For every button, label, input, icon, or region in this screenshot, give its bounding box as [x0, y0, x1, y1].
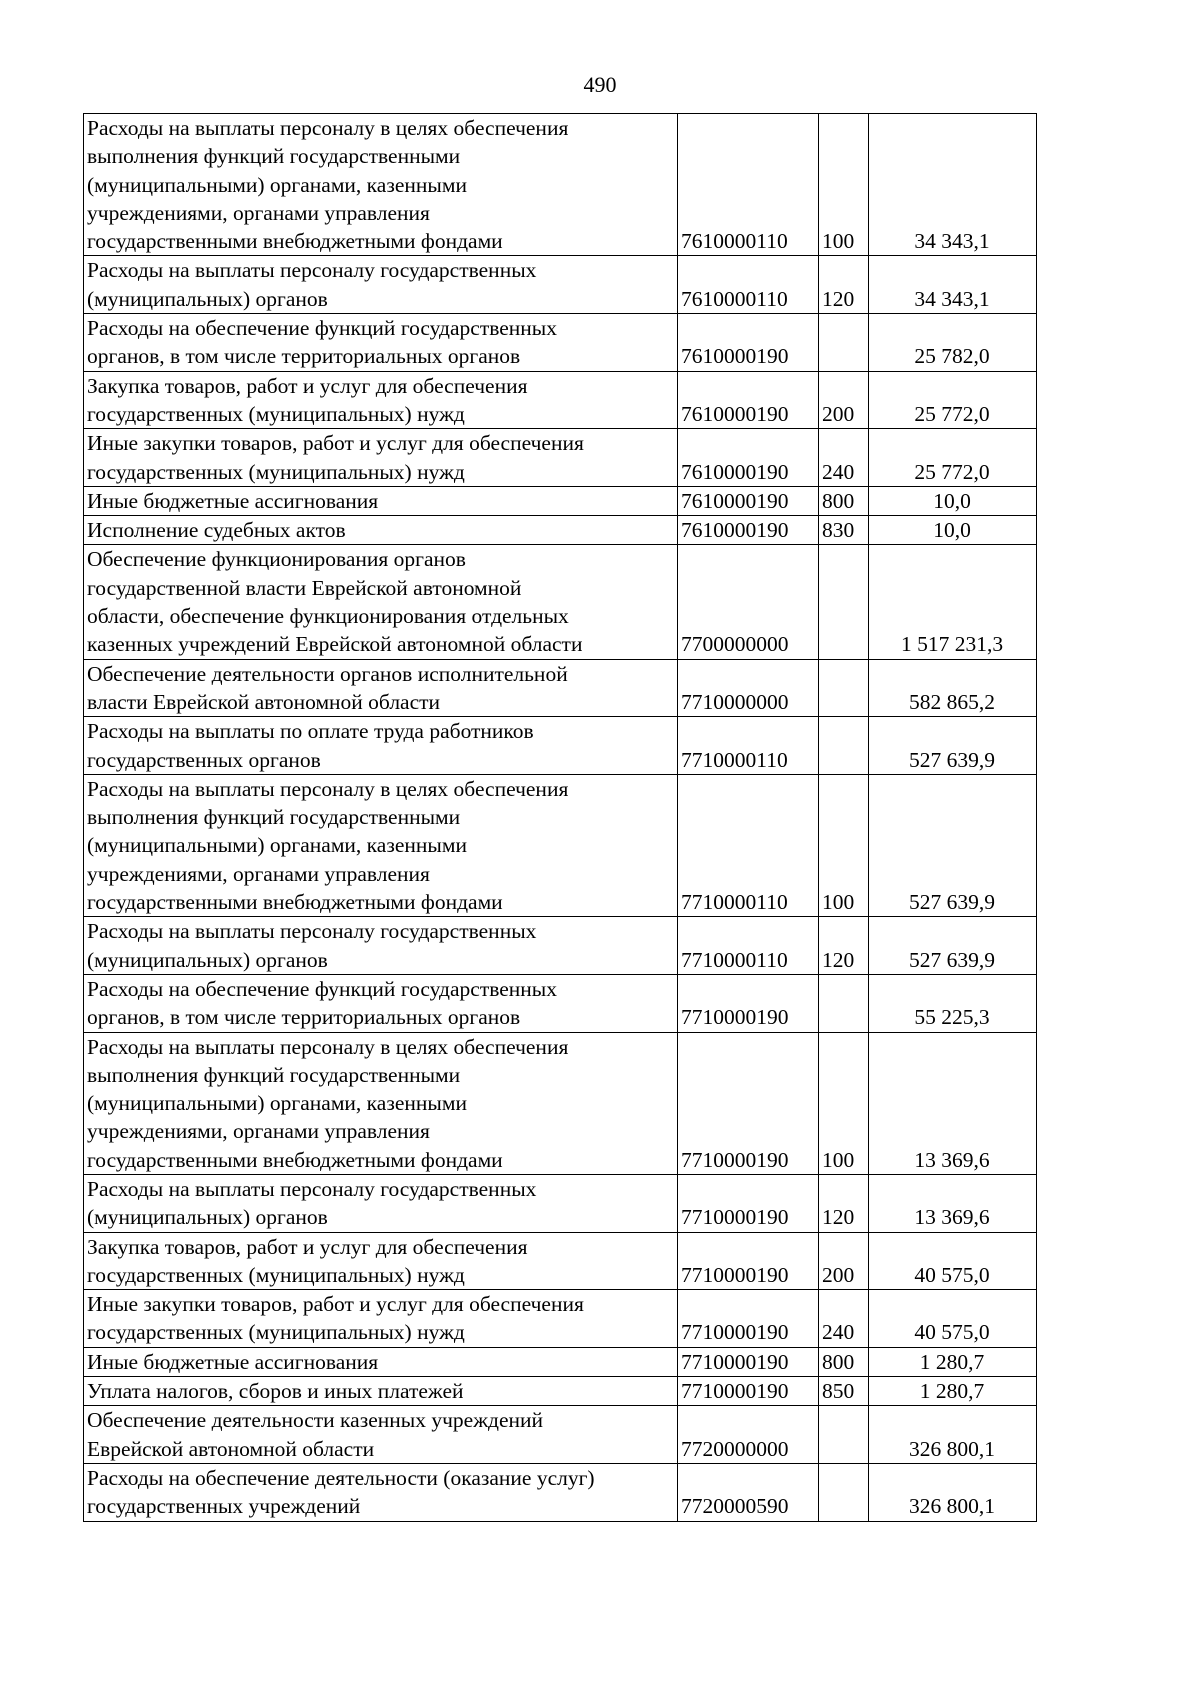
row-target-code: 7700000000: [678, 545, 819, 659]
row-target-code: 7610000110: [678, 114, 819, 256]
table-row: [84, 429, 1037, 487]
row-amount: 1 280,7: [869, 1347, 1037, 1376]
description-line: (муниципальными) органами, казенными: [87, 833, 467, 858]
description-line: Обеспечение деятельности казенных учреждений: [87, 1408, 544, 1433]
row-expense-type: [819, 1406, 869, 1464]
row-target-code: 7710000190: [678, 974, 819, 1032]
description-line: (муниципальными) органами, казенными: [87, 172, 467, 197]
row-description: [84, 1232, 678, 1290]
budget-table: [83, 113, 1037, 1522]
row-amount: 25 772,0: [869, 429, 1037, 487]
row-target-code: 7710000110: [678, 917, 819, 975]
description-line: Расходы на выплаты персоналу в целях обеспечения: [87, 776, 569, 801]
description-line: учреждениями, органами управления: [87, 1119, 430, 1144]
row-expense-type: [819, 974, 869, 1032]
description-line: государственных органов: [87, 747, 321, 772]
description-line: государственных (муниципальных) нужд: [87, 459, 465, 484]
description-line: органов, в том числе территориальных органов: [87, 1005, 521, 1030]
row-description: [84, 486, 678, 515]
row-target-code: 7720000000: [678, 1406, 819, 1464]
row-expense-type: 240: [819, 429, 869, 487]
table-row: [84, 1290, 1037, 1348]
row-description: [84, 429, 678, 487]
description-line: выполнения функций государственными: [87, 144, 461, 169]
table-row: [84, 1463, 1037, 1521]
row-amount: 10,0: [869, 486, 1037, 515]
row-expense-type: 100: [819, 774, 869, 916]
description-line: государственных (муниципальных) нужд: [87, 401, 465, 426]
description-line: учреждениями, органами управления: [87, 200, 430, 225]
row-expense-type: 120: [819, 1174, 869, 1232]
row-amount: 527 639,9: [869, 917, 1037, 975]
description-line: Расходы на обеспечение деятельности (оказание услуг): [87, 1465, 595, 1490]
row-description: [84, 516, 678, 545]
description-line: (муниципальных) органов: [87, 1205, 328, 1230]
row-amount: 13 369,6: [869, 1032, 1037, 1174]
row-amount: 326 800,1: [869, 1463, 1037, 1521]
table-row: [84, 774, 1037, 916]
row-amount: 10,0: [869, 516, 1037, 545]
description-line: Иные закупки товаров, работ и услуг для обеспечения: [87, 1292, 584, 1317]
row-expense-type: 800: [819, 1347, 869, 1376]
description-line: выполнения функций государственными: [87, 1062, 461, 1087]
table-row: [84, 1174, 1037, 1232]
row-expense-type: 800: [819, 486, 869, 515]
description-line: органов, в том числе территориальных органов: [87, 344, 521, 369]
row-target-code: 7710000110: [678, 717, 819, 775]
row-amount: 55 225,3: [869, 974, 1037, 1032]
row-amount: 40 575,0: [869, 1290, 1037, 1348]
table-row: [84, 1377, 1037, 1406]
page-number: 490: [583, 72, 617, 97]
description-line: Обеспечение функционирования органов: [87, 547, 466, 572]
row-description: [84, 371, 678, 429]
row-description: [84, 774, 678, 916]
row-description: [84, 545, 678, 659]
description-line: выполнения функций государственными: [87, 805, 461, 830]
table-row: [84, 256, 1037, 314]
row-expense-type: 830: [819, 516, 869, 545]
row-description: [84, 1377, 678, 1406]
description-line: государственными внебюджетными фондами: [87, 229, 503, 254]
description-line: государственными внебюджетными фондами: [87, 1147, 503, 1172]
description-line: Расходы на выплаты персоналу в целях обеспечения: [87, 1034, 569, 1059]
row-target-code: 7710000190: [678, 1174, 819, 1232]
row-amount: 34 343,1: [869, 256, 1037, 314]
description-line: государственных (муниципальных) нужд: [87, 1320, 465, 1345]
table-row: [84, 1406, 1037, 1464]
row-target-code: 7610000190: [678, 371, 819, 429]
table-row: [84, 314, 1037, 372]
row-target-code: 7610000190: [678, 429, 819, 487]
description-line: Расходы на обеспечение функций государственных: [87, 976, 557, 1001]
table-row: [84, 1032, 1037, 1174]
description-line: Исполнение судебных актов: [87, 518, 346, 543]
table-row: [84, 516, 1037, 545]
row-target-code: 7610000190: [678, 486, 819, 515]
table-row: [84, 371, 1037, 429]
row-target-code: 7710000000: [678, 659, 819, 717]
description-line: Расходы на выплаты персоналу государственных: [87, 258, 537, 283]
row-description: [84, 114, 678, 256]
row-amount: 527 639,9: [869, 774, 1037, 916]
description-line: казенных учреждений Еврейской автономной области: [87, 632, 583, 657]
description-line: Иные бюджетные ассигнования: [87, 488, 379, 513]
row-expense-type: 120: [819, 917, 869, 975]
row-amount: 25 772,0: [869, 371, 1037, 429]
description-line: Еврейской автономной области: [87, 1436, 375, 1461]
row-amount: 13 369,6: [869, 1174, 1037, 1232]
description-line: Уплата налогов, сборов и иных платежей: [87, 1379, 464, 1404]
row-expense-type: 850: [819, 1377, 869, 1406]
table-row: [84, 486, 1037, 515]
table-row: [84, 545, 1037, 659]
row-expense-type: [819, 659, 869, 717]
row-target-code: 7710000190: [678, 1232, 819, 1290]
description-line: Иные бюджетные ассигнования: [87, 1349, 379, 1374]
row-amount: 40 575,0: [869, 1232, 1037, 1290]
description-line: Расходы на выплаты персоналу государственных: [87, 1176, 537, 1201]
budget-table-body: [84, 114, 1037, 1522]
description-line: Расходы на выплаты персоналу в целях обеспечения: [87, 116, 569, 140]
description-line: Расходы на обеспечение функций государственных: [87, 316, 557, 341]
description-line: государственных учреждений: [87, 1494, 361, 1519]
row-expense-type: 100: [819, 1032, 869, 1174]
description-line: (муниципальными) органами, казенными: [87, 1091, 467, 1116]
row-amount: 1 517 231,3: [869, 545, 1037, 659]
row-description: [84, 1032, 678, 1174]
description-line: государственными внебюджетными фондами: [87, 890, 503, 915]
description-line: власти Еврейской автономной области: [87, 689, 441, 714]
description-line: Закупка товаров, работ и услуг для обеспечения: [87, 373, 528, 398]
row-expense-type: [819, 1463, 869, 1521]
row-description: [84, 974, 678, 1032]
row-target-code: 7710000110: [678, 774, 819, 916]
description-line: государственной власти Еврейской автономной: [87, 575, 522, 600]
row-description: [84, 659, 678, 717]
description-line: учреждениями, органами управления: [87, 861, 430, 886]
row-description: [84, 717, 678, 775]
row-description: [84, 1406, 678, 1464]
table-row: [84, 917, 1037, 975]
table-row: [84, 1232, 1037, 1290]
row-target-code: 7710000190: [678, 1347, 819, 1376]
row-amount: 34 343,1: [869, 114, 1037, 256]
row-target-code: 7720000590: [678, 1463, 819, 1521]
row-expense-type: 200: [819, 371, 869, 429]
row-expense-type: [819, 545, 869, 659]
row-description: [84, 314, 678, 372]
row-expense-type: 240: [819, 1290, 869, 1348]
row-amount: 326 800,1: [869, 1406, 1037, 1464]
description-line: Закупка товаров, работ и услуг для обеспечения: [87, 1234, 528, 1259]
description-line: Обеспечение деятельности органов исполнительной: [87, 661, 568, 686]
row-description: [84, 256, 678, 314]
row-amount: 527 639,9: [869, 717, 1037, 775]
table-row: [84, 717, 1037, 775]
row-target-code: 7710000190: [678, 1290, 819, 1348]
row-description: [84, 1463, 678, 1521]
description-line: (муниципальных) органов: [87, 947, 328, 972]
row-expense-type: [819, 717, 869, 775]
row-target-code: 7610000110: [678, 256, 819, 314]
description-line: Расходы на выплаты по оплате труда работников: [87, 719, 534, 744]
table-row: [84, 114, 1037, 256]
description-line: государственных (муниципальных) нужд: [87, 1262, 465, 1287]
row-description: [84, 1347, 678, 1376]
row-description: [84, 917, 678, 975]
row-description: [84, 1290, 678, 1348]
row-description: [84, 1174, 678, 1232]
row-target-code: 7710000190: [678, 1377, 819, 1406]
row-target-code: 7610000190: [678, 516, 819, 545]
table-row: [84, 974, 1037, 1032]
row-expense-type: 200: [819, 1232, 869, 1290]
table-row: [84, 659, 1037, 717]
description-line: области, обеспечение функционирования отдельных: [87, 604, 569, 629]
row-target-code: 7710000190: [678, 1032, 819, 1174]
row-amount: 582 865,2: [869, 659, 1037, 717]
description-line: Иные закупки товаров, работ и услуг для обеспечения: [87, 431, 584, 456]
description-line: (муниципальных) органов: [87, 286, 328, 311]
description-line: Расходы на выплаты персоналу государственных: [87, 919, 537, 944]
row-expense-type: 100: [819, 114, 869, 256]
row-amount: 25 782,0: [869, 314, 1037, 372]
row-expense-type: 120: [819, 256, 869, 314]
row-amount: 1 280,7: [869, 1377, 1037, 1406]
row-expense-type: [819, 314, 869, 372]
table-row: [84, 1347, 1037, 1376]
row-target-code: 7610000190: [678, 314, 819, 372]
